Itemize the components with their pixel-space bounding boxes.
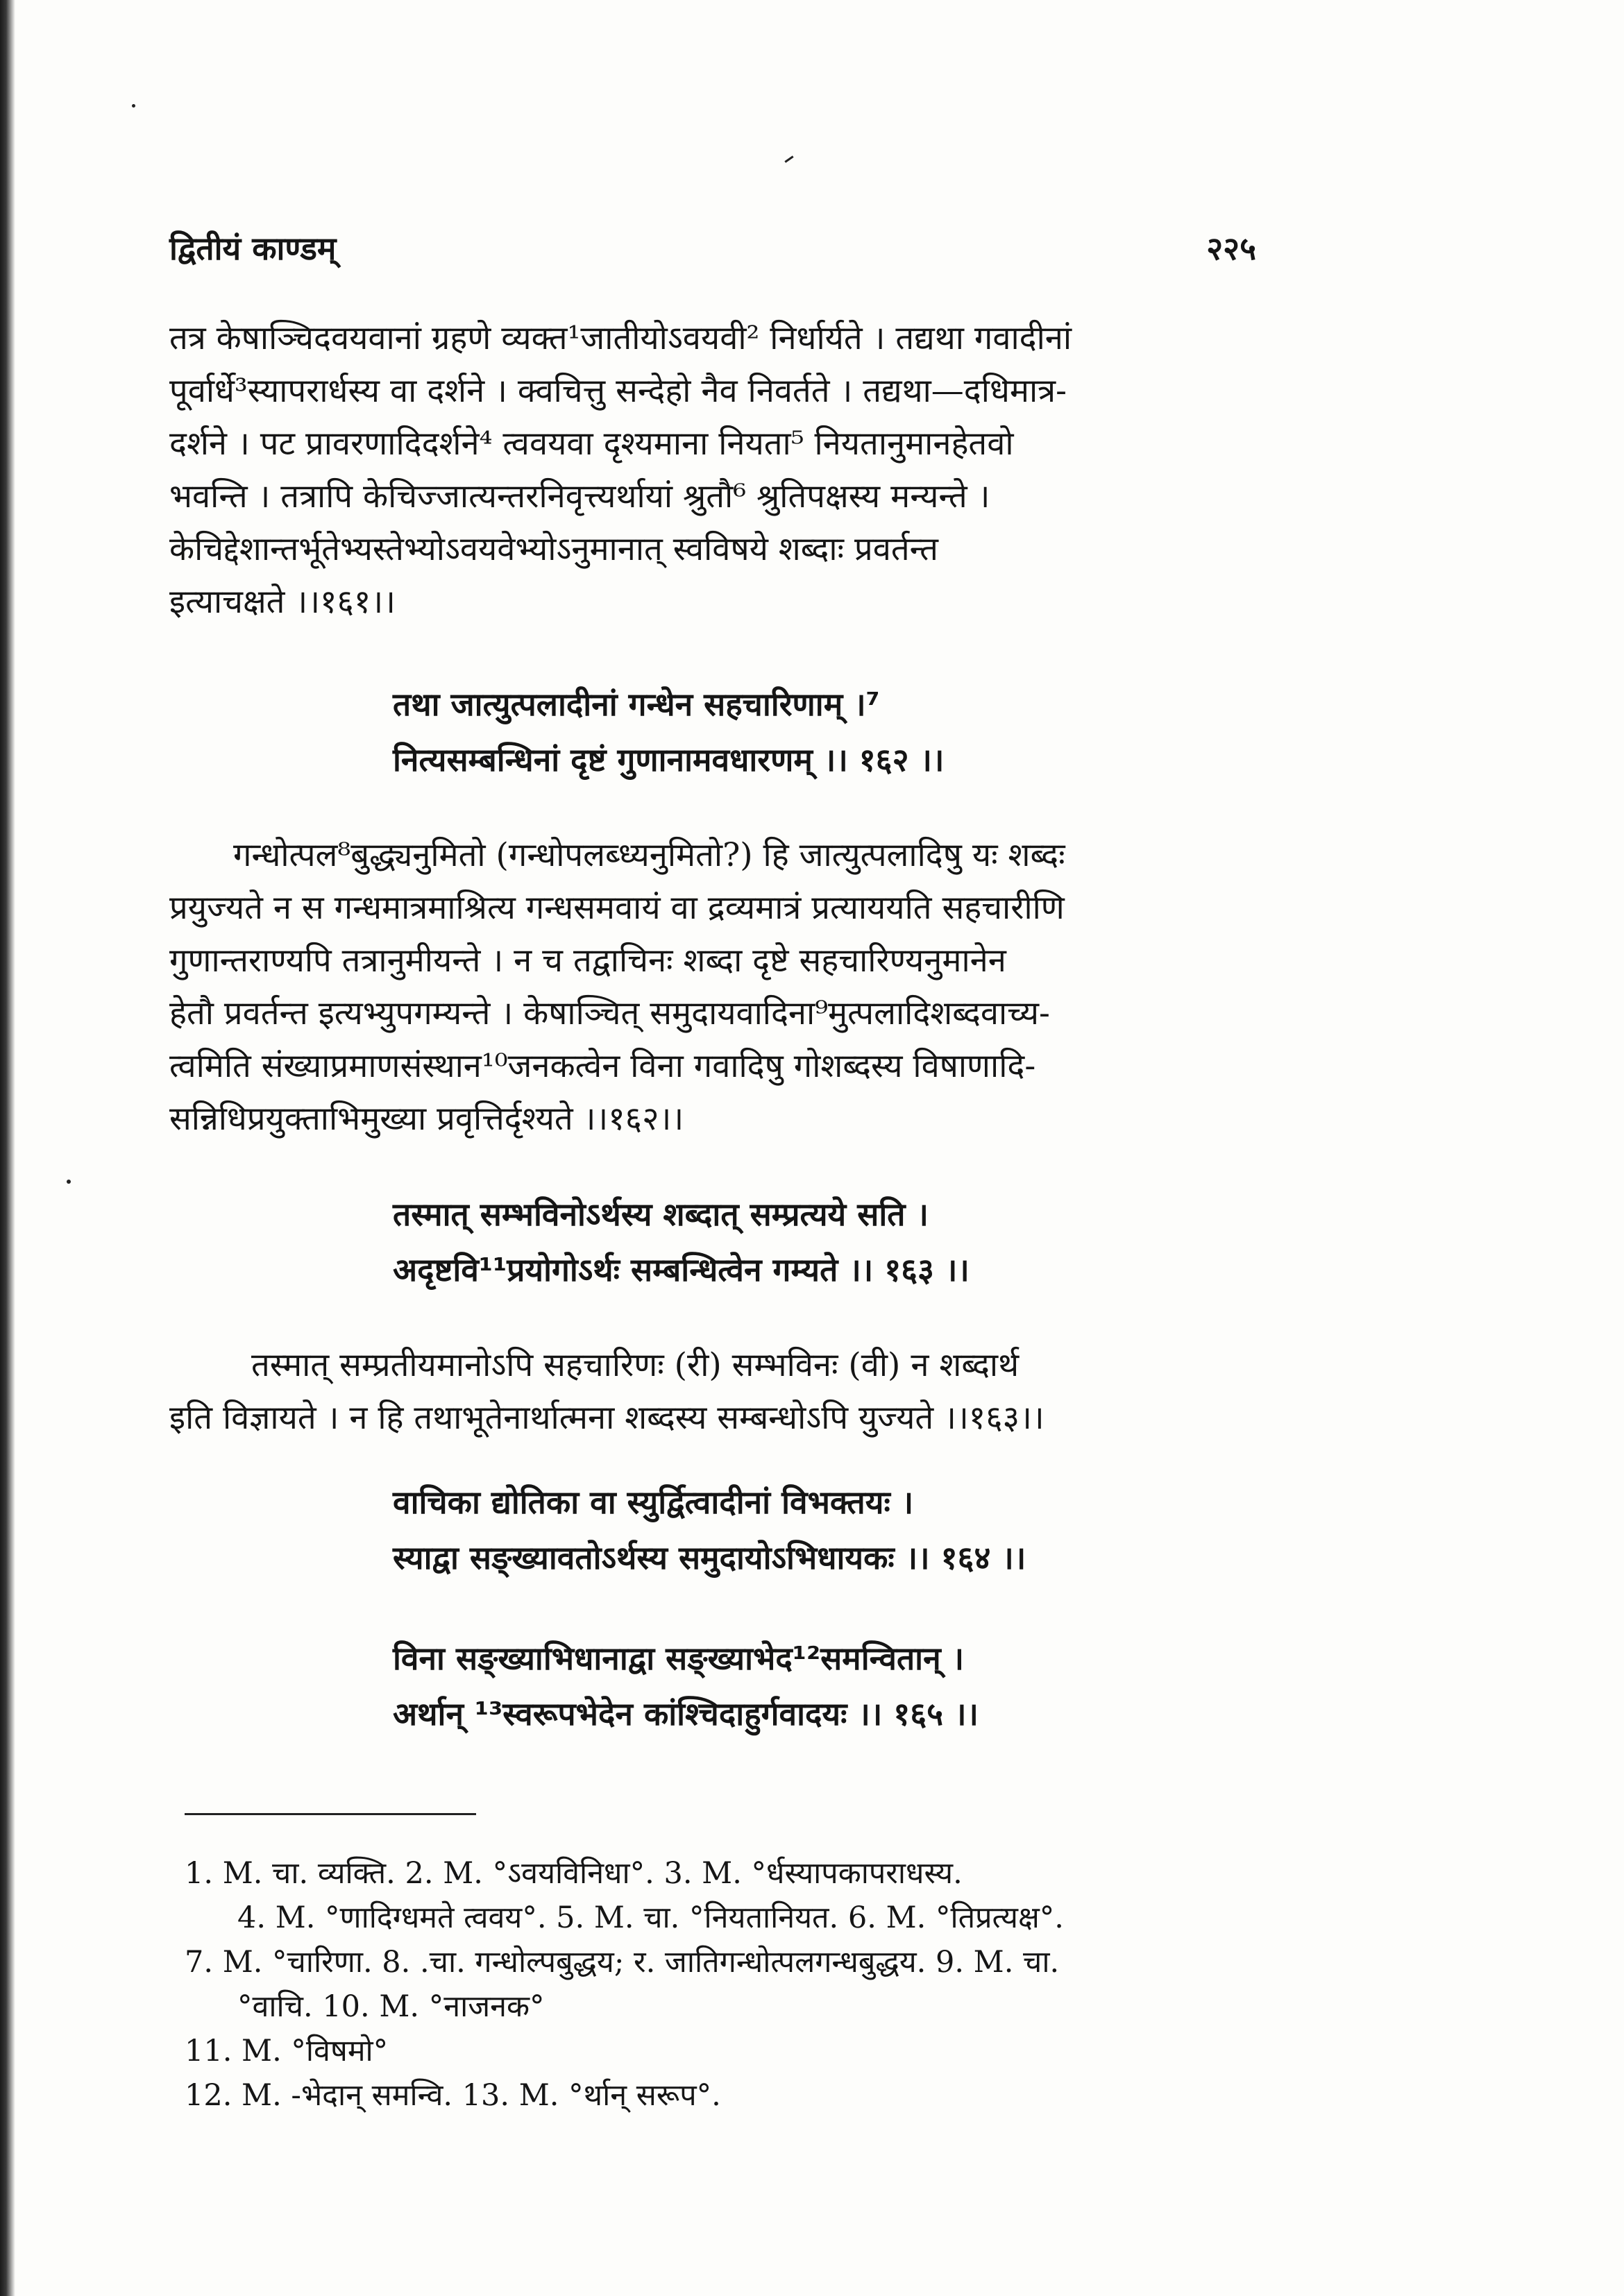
verse-line: विना सङ्ख्याभिधानाद्वा सङ्ख्याभेद¹²समन्वितान् । [393,1640,965,1677]
footnote-line: 11. M. °विषमो° [185,2034,389,2068]
page-number: २२५ [1206,230,1256,267]
scan-speck [784,155,793,162]
text-line: इति विज्ञायते । न हि तथाभूतेनार्थात्मना शब्दस्य सम्बन्धोऽपि युज्यते ।।१६३।। [169,1399,1044,1437]
verse-line: वाचिका द्योतिका वा स्युर्द्वित्वादीनां विभक्तयः । [393,1483,914,1521]
commentary-paragraph-162 [169,829,1273,1146]
commentary-paragraph-161 [169,312,1273,629]
verse-163 [393,1187,970,1298]
footnotes [185,1851,1064,2118]
verse-164 [393,1474,1026,1585]
footnote-line: °वाचि. 10. M. °नाजनक° [237,1989,545,2024]
text-line: गन्धोत्पल⁸बुद्ध्यनुमितो (गन्धोपलब्ध्यनुमितो?) हि जात्युत्पलादिषु यः शब्दः [233,836,1065,874]
verse-line: तथा जात्युत्पलादीनां गन्धेन सहचारिणाम् ।⁷ [393,686,880,723]
commentary-paragraph-163 [169,1339,1273,1445]
text-line: भवन्ति । तत्रापि केचिज्जात्यन्तरनिवृत्त्यर्थायां श्रुतौ⁶ श्रुतिपक्षस्य मन्यन्ते । [169,477,990,516]
text-line: त्वमिति संख्याप्रमाणसंस्थान¹⁰जनकत्वेन विना गवादिषु गोशब्दस्य विषाणादि- [169,1047,1036,1085]
text-line: दर्शने । पट प्रावरणादिदर्शने⁴ त्ववयवा दृश्यमाना नियता⁵ नियतानुमानहेतवो [169,425,1014,463]
verse-line: स्याद्वा सङ्ख्यावतोऽर्थस्य समुदायोऽभिधायकः ।। १६४ ।। [393,1539,1026,1576]
footnote-rule [185,1813,476,1815]
text-line: तत्र केषाञ्चिदवयवानां ग्रहणे व्यक्त¹जातीयोऽवयवी² निर्धार्यते । तद्यथा गवादीनां [169,319,1072,357]
verse-line: नित्यसम्बन्धिनां दृष्टं गुणानामवधारणम् ।। १६२ ।। [393,741,945,779]
text-line: हेतौ प्रवर्तन्त इत्यभ्युपगम्यन्ते । केषाञ्चित् समुदायवादिना⁹मुत्पलादिशब्दवाच्य- [169,994,1050,1032]
text-line: पूर्वार्धे³स्यापरार्धस्य वा दर्शने । क्वचित्तु सन्देहो नैव निवर्तते । तद्यथा—दधिमात्र- [169,372,1067,410]
scan-speck [132,104,135,108]
text-line: गुणान्तराण्यपि तत्रानुमीयन्ते । न च तद्वाचिनः शब्दा दृष्टे सहचारिण्यनुमानेन [169,942,1006,980]
text-line: प्रयुज्यते न स गन्धमात्रमाश्रित्य गन्धसमवायं वा द्रव्यमात्रं प्रत्याययति सहचारीणि [169,889,1065,927]
verse-165 [393,1631,979,1742]
scan-speck [67,1180,71,1184]
footnote-line: 12. M. -भेदान् समन्वि. 13. M. °र्थान् सरूप°. [185,2078,721,2113]
footnote-line: 4. M. °णादिग्धमते त्ववय°. 5. M. चा. °नियतानियत. 6. M. °तिप्रत्यक्ष°. [237,1900,1064,1935]
footnote-line: 7. M. °चारिणा. 8. .चा. गन्धोल्पबुद्धय; र. जातिगन्धोत्पलगन्धबुद्धय. 9. M. चा. [185,1945,1060,1980]
verse-162 [393,677,944,788]
running-header-title: द्वितीयं काण्डम् [169,230,337,267]
verse-line: तस्मात् सम्भविनोऽर्थस्य शब्दात् सम्प्रत्यये सति । [393,1196,929,1233]
text-line: इत्याचक्षते ।।१६१।। [169,583,396,621]
text-line: केचिद्देशान्तर्भूतेभ्यस्तेभ्योऽवयवेभ्योऽनुमानात् स्वविषये शब्दाः प्रवर्तन्त [169,530,938,568]
verse-line: अर्थान् ¹³स्वरूपभेदेन कांश्चिदाहुर्गवादयः ।। १६५ ।। [393,1695,979,1733]
text-line: सन्निधिप्रयुक्ताभिमुख्या प्रवृत्तिर्दृश्यते ।।१६२।। [169,1100,684,1138]
text-line: तस्मात् सम्प्रतीयमानोऽपि सहचारिणः (री) सम्भविनः (वी) न शब्दार्थ [251,1346,1020,1384]
verse-line: अदृष्टवि¹¹प्रयोगोऽर्थः सम्बन्धित्वेन गम्यते ।। १६३ ।। [393,1251,970,1289]
footnote-line: 1. M. चा. व्यक्ति. 2. M. °ऽवयविनिधा°. 3. M. °र्धस्यापकापराधस्य. [185,1856,963,1891]
binding-shadow [0,0,15,2296]
